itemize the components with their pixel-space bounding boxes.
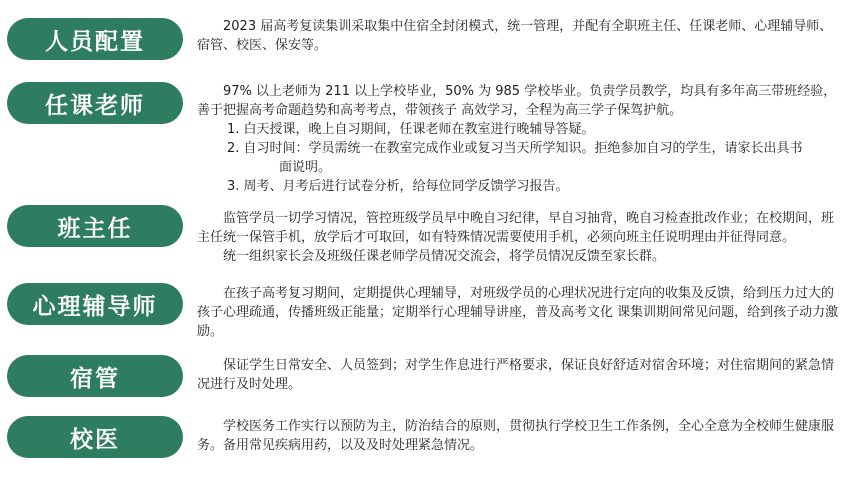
label-head-teacher: 班主任 — [7, 205, 183, 247]
paragraph: 在孩子高考复习期间，定期提供心理辅导，对班级学员的心理状况进行定向的收集及反馈，给到压力过大的孩子心理疏通，传播班级正能量；定期举行心理辅导讲座，普及高考文化 课集训期间常见问题，给到孩子动力激励。 — [197, 286, 839, 339]
list-item: 2. 自习时间：学员需统一在教室完成作业或复习当天所学知识。拒绝参加自习的学生，请家长出具书 — [227, 141, 803, 156]
paragraph: 统一组织家长会及班级任课老师学员情况交流会，将学员情况反馈至家长群。 — [223, 249, 666, 264]
desc-staffing — [197, 17, 839, 55]
paragraph: 97% 以上老师为 211 以上学校毕业，50% 为 985 学校毕业。负责学员教学，均具有多年高三带班经验，善于把握高考命题趋势和高考考点，带领孩子 高效学习，全程为高三学子保驾护航。 — [197, 84, 837, 118]
paragraph: 学校医务工作实行以预防为主，防治结合的原则，贯彻执行学校卫生工作条例，全心全意为全校师生健康服务。备用常见疾病用药，以及及时处理紧急情况。 — [197, 419, 835, 453]
label-doctor: 校医 — [7, 416, 183, 458]
label-teachers: 任课老师 — [7, 82, 183, 124]
desc-head-teacher — [197, 209, 839, 266]
label-counselor: 心理辅导师 — [7, 283, 183, 325]
desc-counselor — [197, 284, 839, 341]
desc-doctor — [197, 417, 839, 455]
paragraph: 监管学员一切学习情况，管控班级学员早中晚自习纪律，早自习抽背，晚自习检查批改作业；在校期间，班主任统一保管手机，放学后才可取回，如有特殊情况需要使用手机，必须向班主任说明理由并征得同意。 — [197, 211, 835, 245]
desc-teachers — [197, 82, 839, 196]
label-staffing: 人员配置 — [7, 18, 183, 60]
list-item: 3. 周考、月考后进行试卷分析，给每位同学反馈学习报告。 — [227, 179, 569, 194]
paragraph: 保证学生日常安全、人员签到；对学生作息进行严格要求，保证良好舒适对宿舍环境；对住宿期间的紧急情况进行及时处理。 — [197, 358, 835, 392]
desc-dorm — [197, 356, 839, 394]
paragraph: 2023 届高考复读集训采取集中住宿全封闭模式，统一管理，并配有全职班主任、任课老师、心理辅导师、宿管、校医、保安等。 — [197, 19, 833, 53]
list-item: 1. 白天授课，晚上自习期间，任课老师在教室进行晚辅导答疑。 — [227, 122, 595, 137]
label-dorm: 宿管 — [7, 355, 183, 397]
list-item-continuation: 面说明。 — [279, 160, 332, 175]
